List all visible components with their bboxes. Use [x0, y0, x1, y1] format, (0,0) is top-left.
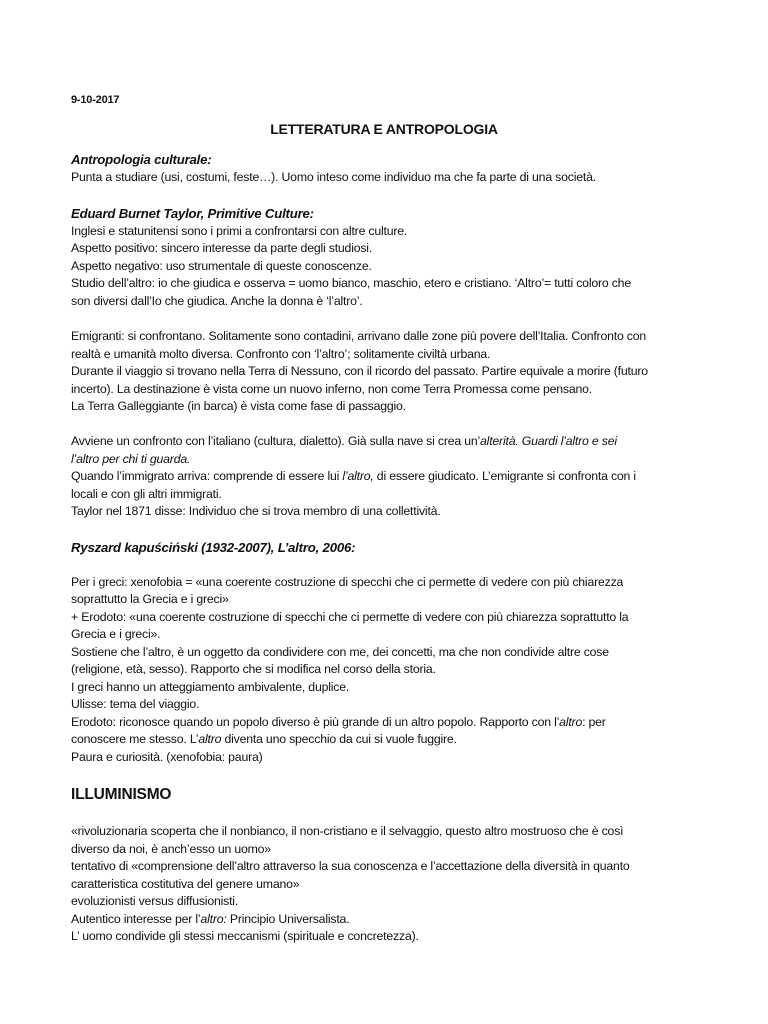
text-run: Quando l’immigrato arriva: comprende di essere lui [71, 469, 343, 483]
paragraph-line: Emigranti: si confrontano. Solitamente sono contadini, arrivano dalle zone più povere dell’Italia. Confronto con [71, 329, 647, 343]
paragraph-line: caratteristica costitutiva del genere umano» [71, 877, 300, 891]
paragraph-line [71, 731, 457, 748]
paragraph-line: realtà e umanità molto diversa. Confronto con ‘l’altro’; solitamente civiltà urbana. [71, 347, 491, 361]
italic-text: altro: [200, 912, 227, 926]
italic-text: l’altro, [342, 469, 374, 483]
text-run: conoscere me stesso. L’ [71, 732, 199, 746]
document-date: 9-10-2017 [71, 94, 120, 106]
paragraph-line: (religione, età, sesso). Rapporto che si modifica nel corso della storia. [71, 662, 436, 676]
paragraph-line: L’ uomo condivide gli stessi meccanismi (spirituale e concretezza). [71, 929, 419, 943]
text-run: di essere giudicato. L’emigrante si confronta con i [373, 469, 636, 483]
text-run: : per [582, 715, 606, 729]
section-heading: Ryszard kapuściński (1932-2007), L’altro, 2006: [71, 540, 356, 555]
paragraph-line: Aspetto positivo: sincero interesse da parte degli studiosi. [71, 241, 373, 255]
paragraph-line: La Terra Galleggiante (in barca) è vista come fase di passaggio. [71, 399, 406, 413]
paragraph-line: I greci hanno un atteggiamento ambivalente, duplice. [71, 680, 350, 694]
text-run: Avviene un confronto con l’italiano (cultura, dialetto). Già sulla nave si crea un’ [71, 434, 481, 448]
paragraph-line: Durante il viaggio si trovano nella Terra di Nessuno, con il ricordo del passato. Partire equivale a morire (futuro [71, 364, 648, 378]
paragraph-line [71, 433, 617, 450]
paragraph-line: locali e con gli altri immigrati. [71, 487, 222, 501]
document-title: LETTERATURA E ANTROPOLOGIA [270, 121, 498, 137]
paragraph-line: tentativo di «comprensione dell’altro attraverso la sua conoscenza e l’accettazione della diversità in quanto [71, 859, 630, 873]
text-run: Autentico interesse per l’ [71, 912, 201, 926]
italic-text: altro [559, 715, 583, 729]
paragraph-line: Punta a studiare (usi, costumi, feste…). Uomo inteso come individuo ma che fa parte di una società. [71, 170, 596, 184]
paragraph-line [71, 468, 636, 485]
paragraph-line: evoluzionisti versus diffusionisti. [71, 894, 239, 908]
paragraph-line [71, 451, 190, 468]
italic-text: altro [198, 732, 222, 746]
paragraph-line: «rivoluzionaria scoperta che il nonbianco, il non-cristiano e il selvaggio, questo altro mostruoso che è così [71, 824, 624, 838]
paragraph-line: Ulisse: tema del viaggio. [71, 697, 200, 711]
paragraph-line: diverso da noi, è anch’esso un uomo» [71, 842, 271, 856]
paragraph-line: incerto). La destinazione è vista come un nuovo inferno, non come Terra Promessa come pensano. [71, 382, 592, 396]
paragraph-line [71, 911, 349, 928]
text-run: Principio Universalista. [226, 912, 350, 926]
paragraph-line: Grecia e i greci». [71, 627, 161, 641]
paragraph-line: Taylor nel 1871 disse: Individuo che si trova membro di una collettività. [71, 504, 441, 518]
paragraph-line: Aspetto negativo: uso strumentale di queste conoscenze. [71, 259, 372, 273]
text-run: diventa uno specchio da cui si vuole fuggire. [221, 732, 457, 746]
paragraph-line [71, 714, 606, 731]
paragraph-line: Studio dell’altro: io che giudica e osserva = uomo bianco, maschio, etero e cristiano. ‘Altro’= tutti coloro che [71, 276, 631, 290]
paragraph-line: soprattutto la Grecia e i greci» [71, 592, 229, 606]
italic-text: alterità. Guardi l’altro e sei [480, 434, 617, 448]
paragraph-line: son diversi dall’Io che giudica. Anche la donna è ‘l’altro’. [71, 294, 363, 308]
section-heading: ILLUMINISMO [71, 786, 172, 803]
section-heading: Antropologia culturale: [71, 152, 212, 167]
paragraph-line: Per i greci: xenofobia = «una coerente costruzione di specchi che ci permette di vedere con più chiarezza [71, 575, 624, 589]
paragraph-line: Sostiene che l’altro, è un oggetto da condividere con me, dei concetti, ma che non condivide altre cose [71, 645, 609, 659]
section-heading: Eduard Burnet Taylor, Primitive Culture: [71, 206, 314, 221]
italic-text: l’altro per chi ti guarda. [71, 452, 191, 466]
paragraph-line: Paura e curiosità. (xenofobia: paura) [71, 750, 263, 764]
text-run: Erodoto: riconosce quando un popolo diverso è più grande di un altro popolo. Rapporto con l’ [71, 715, 560, 729]
paragraph-line: Inglesi e statunitensi sono i primi a confrontarsi con altre culture. [71, 224, 408, 238]
paragraph-line: + Erodoto: «una coerente costruzione di specchi che ci permette di vedere con più chiarezza soprattutto la [71, 610, 629, 624]
